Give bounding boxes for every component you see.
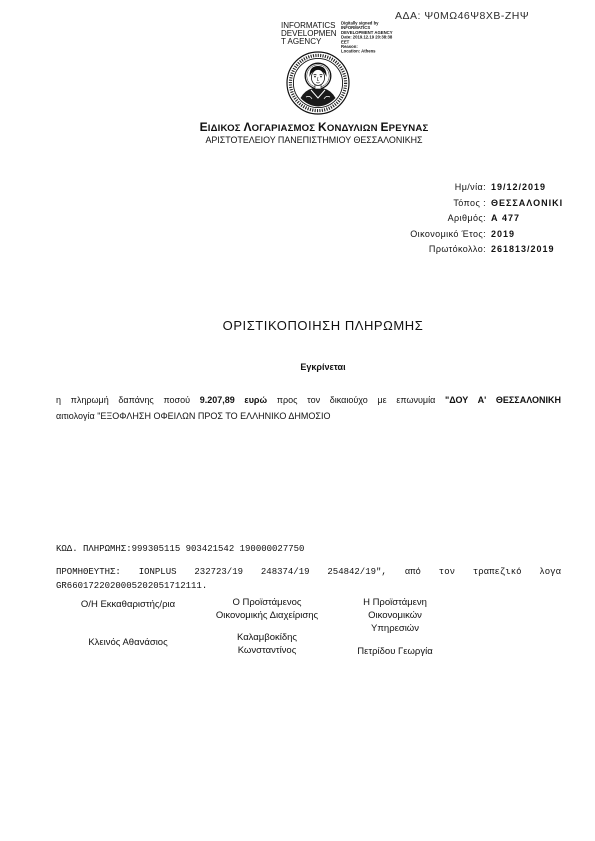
payment-description-line-2	[56, 408, 561, 424]
supplier-iban: GR6601722020005202051712111.	[56, 581, 208, 591]
date-value: 19/12/2019	[491, 182, 547, 192]
signature-title-line: Η Προϊστάμενη	[363, 597, 427, 608]
approval-heading: Εγκρίνεται	[300, 362, 346, 372]
stamp-detail-line: DEVELOPMENT AGENCY	[341, 29, 393, 35]
organization-subtitle: ΑΡΙΣΤΟΤΕΛΕΙΟΥ ΠΑΝΕΠΙΣΤΗΜΙΟΥ ΘΕΣΣΑΛΟΝΙΚΗΣ	[205, 135, 423, 145]
stamp-detail-line: Date: 2019.12.19 20:38:38	[341, 34, 393, 40]
signature-title-line: Ο/Η Εκκαθαριστής/ρια	[80, 599, 176, 610]
supplier-block	[56, 565, 561, 593]
payment-amount: 9.207,89 ευρώ	[199, 395, 268, 405]
protocol-label: Πρωτόκολλο:	[428, 244, 486, 254]
stamp-details	[341, 21, 393, 54]
beneficiary-name: "ΔΟΥ Α' ΘΕΣΣΑΛΟΝΙΚΗ	[444, 395, 561, 405]
payment-code: ΚΩΔ. ΠΛΗΡΩΜΗΣ:999305115 903421542 190000027750	[56, 544, 305, 554]
stamp-detail-line: Digitally signed by	[341, 20, 379, 26]
signature-title-line: Οικονομικής Διαχείρισης	[215, 610, 319, 621]
organization-title: ΕΙΔΙΚΟΣ ΛΟΓΑΡΙΑΣΜΟΣ ΚΟΝΔΥΛΙΩΝ ΕΡΕΥΝΑΣ	[199, 120, 429, 134]
stamp-detail-line: EET	[341, 39, 350, 45]
place-label: Τόπος :	[453, 197, 486, 208]
stamp-detail-line: Location: Athens	[341, 48, 376, 54]
signature-name-line: Κωνσταντίνος	[237, 645, 297, 656]
fiscal-year-value: 2019	[491, 228, 516, 239]
date-label: Ημ/νία:	[454, 182, 486, 192]
signature-name-line: Κλεινός Αθανάσιος	[88, 637, 168, 648]
signature-services-head-name	[325, 645, 465, 658]
signature-services-head-title	[325, 596, 465, 635]
signature-title-line: Υπηρεσιών	[371, 623, 419, 634]
number-label: Αριθμός:	[447, 213, 486, 223]
signature-title-line: Οικονομικών	[368, 610, 422, 621]
protocol-value: 261813/2019	[491, 244, 555, 254]
payment-description-line-1	[56, 392, 561, 408]
signature-name-line: Πετρίδου Γεωργία	[357, 646, 433, 657]
supplier-line-1: ΠΡΟΜΗΘΕΥΤΗΣ: IONPLUS 232723/19 248374/19 254842/19", από τον τραπεζικό λογα	[56, 567, 561, 577]
signature-finance-head-name	[197, 631, 337, 657]
ada-code: ΑΔΑ: Ψ0ΜΩ46Ψ8ΧΒ-ΖΗΨ	[395, 10, 530, 22]
university-seal-icon	[286, 51, 350, 115]
payment-description	[56, 392, 561, 424]
place-value: ΘΕΣΣΑΛΟΝΙΚΙ	[491, 197, 564, 208]
justification-text: "ΕΞΟΦΛΗΣΗ ΟΦΕΙΛΩΝ ΠΡΟΣ ΤΟ ΕΛΛΗΝΙΚΟ ΔΗΜΟΣΙΟ	[97, 411, 331, 421]
stamp-agency-line: DEVELOPMEN	[281, 29, 337, 38]
document-metadata	[360, 180, 591, 258]
digital-signature-stamp	[281, 22, 337, 46]
description-text: η πληρωμή δαπάνης ποσού	[56, 395, 191, 405]
signature-finance-head-title	[197, 596, 337, 622]
university-seal	[286, 51, 350, 115]
signature-title-line: Ο Προϊστάμενος	[232, 597, 302, 608]
description-text: προς τον δικαιούχο με επωνυμία	[276, 395, 436, 405]
stamp-agency-line: T AGENCY	[281, 37, 322, 46]
signature-liquidator-name	[58, 636, 198, 649]
signature-liquidator-title	[58, 598, 198, 611]
stamp-agency-line: INFORMATICS	[281, 21, 336, 30]
signature-name-line: Καλαμβοκίδης	[236, 632, 298, 643]
fiscal-year-label: Οικονομικό Έτος:	[410, 228, 486, 239]
stamp-detail-line: INFORMATICS	[341, 25, 371, 31]
number-value: Α 477	[491, 213, 521, 223]
justification-label: αιτιολογία	[56, 411, 95, 421]
stamp-detail-line: Reason:	[341, 44, 358, 50]
document-title: ΟΡΙΣΤΙΚΟΠΟΙΗΣΗ ΠΛΗΡΩΜΗΣ	[222, 318, 424, 333]
